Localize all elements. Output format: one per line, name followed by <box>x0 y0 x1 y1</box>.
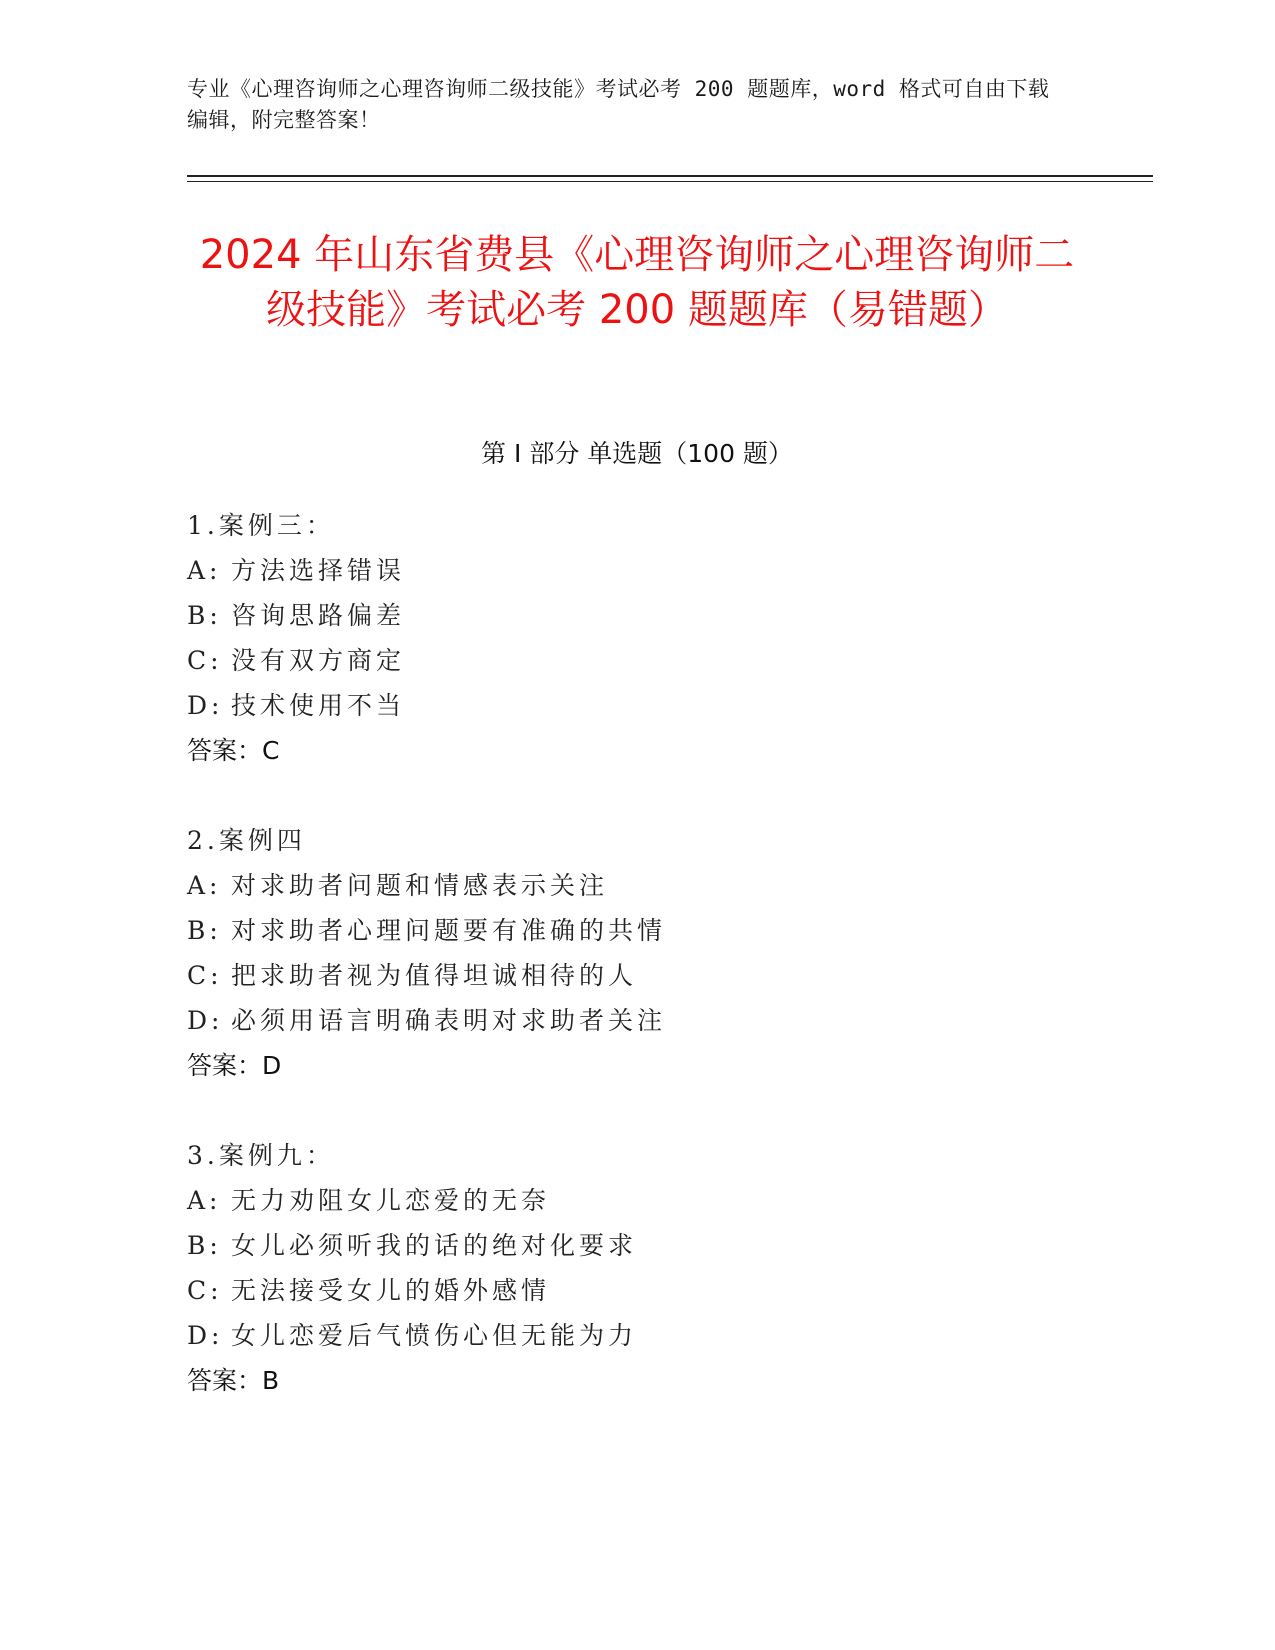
header-divider-thin <box>187 181 1153 182</box>
option-key: B: <box>187 1231 222 1260</box>
option-d <box>187 683 1087 728</box>
question-stem: 1.案例三： <box>187 511 335 540</box>
option-c <box>187 953 1087 998</box>
option-key: D: <box>187 1006 224 1035</box>
option-text: 把求助者视为值得坦诚相待的人 <box>231 961 638 990</box>
answer: 答案：D <box>187 1051 282 1080</box>
question-2 <box>187 818 1087 1088</box>
option-text: 对求助者问题和情感表示关注 <box>231 871 609 900</box>
section-heading: 第 I 部分 单选题（100 题） <box>481 439 793 468</box>
option-text: 女儿必须听我的话的绝对化要求 <box>231 1231 638 1260</box>
answer: 答案：C <box>187 736 280 765</box>
header-note: 专业《心理咨询师之心理咨询师二级技能》考试必考 200 题题库，word 格式可自由下载编辑，附完整答案！ <box>187 77 1050 132</box>
option-text: 女儿恋爱后气愤伤心但无能为力 <box>231 1321 638 1350</box>
answer: 答案：B <box>187 1366 280 1395</box>
option-b <box>187 908 1087 953</box>
option-key: D: <box>187 1321 224 1350</box>
option-text: 没有双方商定 <box>231 646 406 675</box>
option-text: 必须用语言明确表明对求助者关注 <box>231 1006 667 1035</box>
header-divider-thick <box>187 175 1153 177</box>
option-d <box>187 998 1087 1043</box>
option-text: 无法接受女儿的婚外感情 <box>231 1276 551 1305</box>
option-a <box>187 863 1087 908</box>
option-a <box>187 1178 1087 1223</box>
question-stem: 2.案例四 <box>187 826 306 855</box>
option-key: D: <box>187 691 224 720</box>
question-3 <box>187 1133 1087 1403</box>
option-text: 对求助者心理问题要有准确的共情 <box>231 916 667 945</box>
option-key: A: <box>187 556 222 585</box>
question-1 <box>187 503 1087 773</box>
option-key: C: <box>187 1276 223 1305</box>
option-key: B: <box>187 916 222 945</box>
option-text: 技术使用不当 <box>231 691 406 720</box>
option-c <box>187 638 1087 683</box>
option-key: A: <box>187 871 222 900</box>
option-text: 无力劝阻女儿恋爱的无奈 <box>231 1186 551 1215</box>
option-a <box>187 548 1087 593</box>
question-stem: 3.案例九： <box>187 1141 335 1170</box>
option-b <box>187 593 1087 638</box>
option-key: C: <box>187 961 223 990</box>
option-b <box>187 1223 1087 1268</box>
option-c <box>187 1268 1087 1313</box>
option-text: 咨询思路偏差 <box>231 601 406 630</box>
option-key: C: <box>187 646 223 675</box>
option-d <box>187 1313 1087 1358</box>
option-text: 方法选择错误 <box>231 556 406 585</box>
document-title: 2024 年山东省费县《心理咨询师之心理咨询师二级技能》考试必考 200 题题库（易错题） <box>199 232 1075 333</box>
option-key: A: <box>187 1186 222 1215</box>
option-key: B: <box>187 601 222 630</box>
